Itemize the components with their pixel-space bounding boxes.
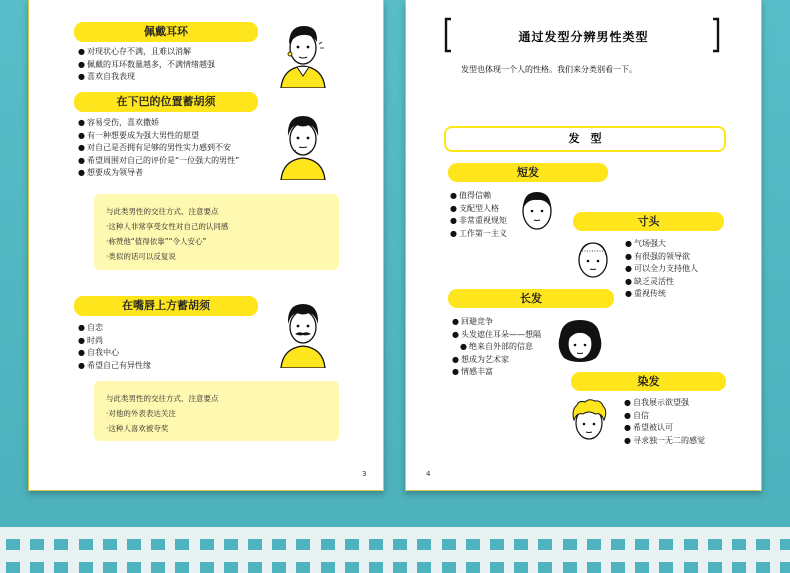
decorative-square [79, 562, 93, 573]
decorative-square [6, 539, 20, 550]
decorative-square [611, 562, 625, 573]
decorative-square [490, 562, 504, 573]
decorative-square [151, 562, 165, 573]
decorative-square [54, 562, 68, 573]
crew-cut-bullet-list [625, 238, 698, 301]
short-hair-face-illustration [519, 189, 555, 231]
decorative-square [127, 562, 141, 573]
man-with-earring-illustration [279, 22, 327, 88]
list-item: ● 非常重视规矩 [450, 215, 507, 228]
decorative-square [756, 539, 770, 550]
list-item: ● 重视传统 [625, 288, 698, 301]
list-item: ● 佩戴的耳环数量越多，不满情绪越强 [78, 59, 215, 72]
decorative-square-strip [0, 527, 790, 573]
type-title-short-hair: 短发 [448, 163, 608, 182]
decorative-square [684, 539, 698, 550]
section-title-chin-beard: 在下巴的位置蓄胡须 [74, 92, 258, 112]
decorative-square [708, 562, 722, 573]
decorative-square [780, 562, 790, 573]
list-item: ● 回避竞争 [452, 316, 541, 329]
type-title-crew-cut: 寸头 [573, 212, 724, 231]
left-bracket [443, 17, 453, 53]
list-item: ● 寻求独一无二的感觉 [624, 435, 705, 448]
decorative-square [30, 539, 44, 550]
decorative-square [103, 539, 117, 550]
list-item: ● 希望自己有异性缘 [78, 360, 151, 373]
decorative-square [345, 539, 359, 550]
decorative-square [611, 539, 625, 550]
list-item: ● 希望周围对自己的评价是“一位强大的男性” [78, 155, 239, 168]
dyed-hair-bullet-list [624, 397, 705, 447]
decorative-square [224, 539, 238, 550]
tips-item: ·类似的话可以反复说 [106, 252, 176, 261]
list-item: ● 时尚 [78, 335, 151, 348]
decorative-square [563, 539, 577, 550]
list-item: ● 对自己是否拥有足够的男性实力感到不安 [78, 142, 239, 155]
decorative-square [587, 562, 601, 573]
decorative-square [659, 539, 673, 550]
decorative-square [296, 539, 310, 550]
page-title: 通过发型分辨男性类型 [518, 30, 649, 44]
decorative-square [708, 539, 722, 550]
type-title-dyed-hair: 染发 [571, 372, 726, 391]
long-hair-bullet-list [452, 316, 541, 379]
list-item: ● 有一种想要成为强大男性的愿望 [78, 130, 239, 143]
crew-cut-face-illustration [576, 239, 610, 279]
tips-heading: 与此类男性的交往方式、注意要点 [106, 394, 219, 403]
tips-item: ·这种人非常享受女性对自己的认同感 [106, 222, 229, 231]
decorative-square [248, 562, 262, 573]
list-item: ● 缺乏灵活性 [625, 276, 698, 289]
list-item: ● 情感丰富 [452, 366, 541, 379]
decorative-square [30, 562, 44, 573]
list-item: ● 工作第一主义 [450, 228, 507, 241]
list-item: ● 有很强的领导欲 [625, 251, 698, 264]
decorative-square [659, 562, 673, 573]
list-item: ● 容易受伤，喜欢撒娇 [78, 117, 239, 130]
decorative-square [538, 539, 552, 550]
decorative-square [369, 562, 383, 573]
list-item: ● 气场强大 [625, 238, 698, 251]
decorative-square [127, 539, 141, 550]
decorative-square [393, 562, 407, 573]
page-number: 3 [362, 470, 367, 478]
dyed-hair-face-illustration [569, 398, 609, 442]
decorative-square [224, 562, 238, 573]
section-title-earrings: 佩戴耳环 [74, 22, 258, 42]
right-bracket [711, 17, 721, 53]
list-item: ● 头发遮住耳朵——想隔 [452, 329, 541, 342]
tips-item: ·称赞他“值得依靠”“令人安心” [106, 237, 207, 246]
tips-heading: 与此类男性的交往方式、注意要点 [106, 207, 219, 216]
decorative-square [587, 539, 601, 550]
decorative-square [466, 562, 480, 573]
decorative-square [417, 562, 431, 573]
list-item: ● 自恋 [78, 322, 151, 335]
decorative-square [442, 539, 456, 550]
hairstyle-banner: 发 型 [444, 126, 726, 152]
decorative-square [490, 539, 504, 550]
list-item: ● 支配型人格 [450, 203, 507, 216]
type-title-long-hair: 长发 [448, 289, 614, 308]
decorative-square [248, 539, 262, 550]
decorative-square [272, 562, 286, 573]
decorative-square [514, 539, 528, 550]
list-item: ● 可以全力支持他人 [625, 263, 698, 276]
decorative-square [393, 539, 407, 550]
decorative-square [538, 562, 552, 573]
tips-box-chin-beard [94, 194, 339, 270]
page-3 [28, 0, 384, 491]
tips-box-mustache [94, 381, 339, 441]
list-item: ● 自信 [624, 410, 705, 423]
long-hair-face-illustration [556, 318, 604, 364]
decorative-square [345, 562, 359, 573]
page-4 [405, 0, 762, 491]
decorative-square [6, 562, 20, 573]
list-item: ● 希望被认可 [624, 422, 705, 435]
decorative-square [79, 539, 93, 550]
decorative-square [200, 562, 214, 573]
list-item: ● 想要成为领导者 [78, 167, 239, 180]
decorative-square [563, 562, 577, 573]
decorative-square [296, 562, 310, 573]
decorative-square [200, 539, 214, 550]
page-number: 4 [426, 470, 431, 478]
tips-item: ·这种人喜欢被夸奖 [106, 424, 169, 433]
earrings-bullet-list [78, 46, 215, 84]
list-item: ● 绝来自外部的信息 [452, 341, 541, 354]
decorative-square [780, 539, 790, 550]
decorative-square [732, 539, 746, 550]
decorative-square [321, 539, 335, 550]
decorative-square [369, 539, 383, 550]
decorative-square [635, 562, 649, 573]
list-item: ● 对现状心存不满，且难以消解 [78, 46, 215, 59]
man-with-chin-beard-illustration [279, 112, 327, 180]
list-item: ● 自我展示欲望强 [624, 397, 705, 410]
list-item: ● 喜欢自我表现 [78, 71, 215, 84]
decorative-square [151, 539, 165, 550]
decorative-square [635, 539, 649, 550]
list-item: ● 自我中心 [78, 347, 151, 360]
tips-item: ·对他的外表表达关注 [106, 409, 176, 418]
decorative-square [514, 562, 528, 573]
list-item: ● 值得信赖 [450, 190, 507, 203]
decorative-square [684, 562, 698, 573]
decorative-square [466, 539, 480, 550]
list-item: ● 想成为艺术家 [452, 354, 541, 367]
short-hair-bullet-list [450, 190, 507, 240]
mustache-bullet-list [78, 322, 151, 372]
decorative-square [756, 562, 770, 573]
man-with-mustache-illustration [279, 300, 327, 368]
decorative-square [417, 539, 431, 550]
decorative-square [442, 562, 456, 573]
decorative-square [54, 539, 68, 550]
decorative-square [103, 562, 117, 573]
section-title-mustache: 在嘴唇上方蓄胡须 [74, 296, 258, 316]
decorative-square [175, 539, 189, 550]
chin-beard-bullet-list [78, 117, 239, 180]
decorative-square [175, 562, 189, 573]
decorative-square [732, 562, 746, 573]
decorative-square [321, 562, 335, 573]
decorative-square [272, 539, 286, 550]
intro-text: 发型也体现一个人的性格。我们来分类别看一下。 [461, 65, 637, 74]
